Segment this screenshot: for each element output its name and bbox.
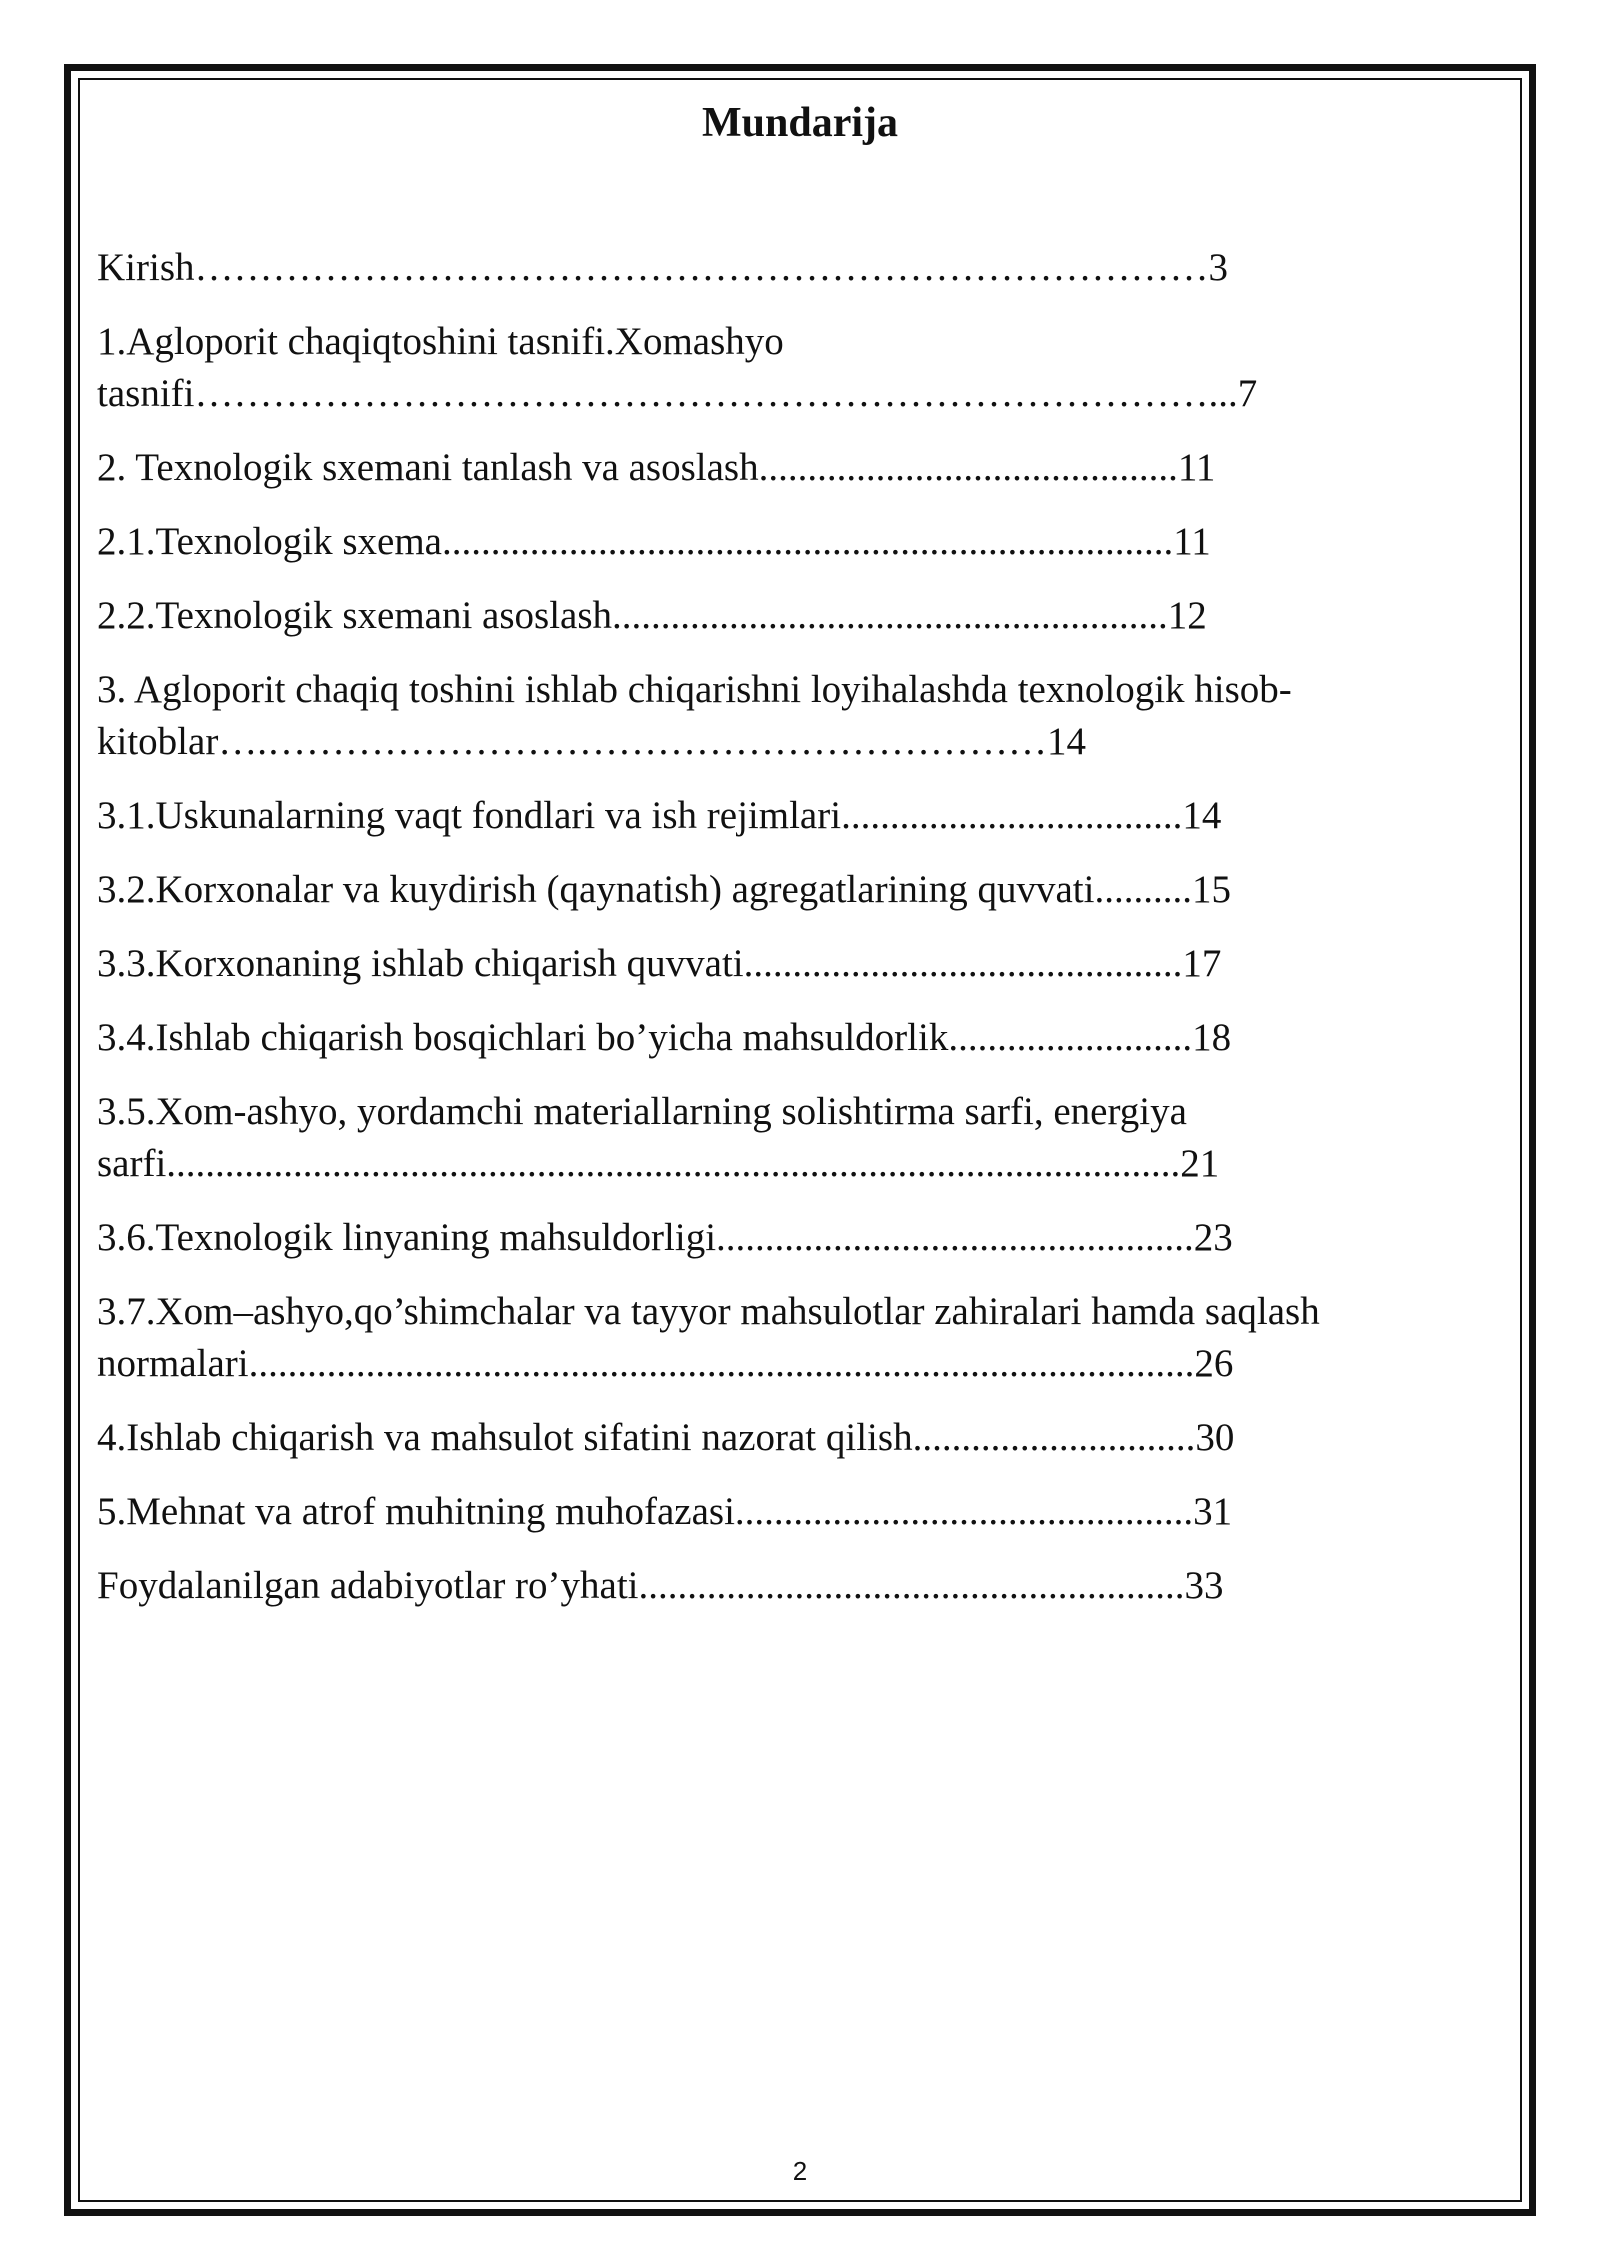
- toc-entry-line: normalari.................................................................................................26: [97, 1342, 1234, 1385]
- toc-entry: [97, 442, 1507, 494]
- toc-entry-line: 2. Texnologik sxemani tanlash va asoslash...........................................11: [97, 446, 1216, 489]
- toc-entry: [97, 316, 1507, 420]
- toc-entry-line: 3.2.Korxonalar va kuydirish (qaynatish) agregatlarining quvvati..........15: [97, 868, 1231, 911]
- toc-entry-line: 3.7.Xom–ashyo,qo’shimchalar va tayyor mahsulotlar zahiralari hamda saqlash: [97, 1290, 1320, 1333]
- toc-entry-line: 3. Agloporit chaqiq toshini ishlab chiqarishni loyihalashda texnologik hisob-: [97, 668, 1292, 711]
- toc-entry: [97, 516, 1507, 568]
- toc-entry: [97, 864, 1507, 916]
- toc-entry-line: 3.1.Uskunalarning vaqt fondlari va ish rejimlari...................................14: [97, 794, 1222, 837]
- toc-entry-line: 2.2.Texnologik sxemani asoslash.........................................................12: [97, 594, 1207, 637]
- toc-entry: [97, 664, 1507, 768]
- toc-entry: [97, 1212, 1507, 1264]
- toc-entry-line: 1.Agloporit chaqiqtoshini tasnifi.Xomashyo: [97, 320, 784, 363]
- toc-entry: [97, 1286, 1507, 1390]
- toc-entry-line: 4.Ishlab chiqarish va mahsulot sifatini nazorat qilish.............................30: [97, 1416, 1235, 1459]
- toc-entry-line: Foydalanilgan adabiyotlar ro’yhati........................................................33: [97, 1564, 1224, 1607]
- toc-entry-line: 3.3.Korxonaning ishlab chiqarish quvvati.............................................17: [97, 942, 1222, 985]
- toc-entry: [97, 1486, 1507, 1538]
- toc-entry: [97, 1560, 1507, 1612]
- toc-entry: [97, 1086, 1507, 1190]
- toc-entry: [97, 242, 1507, 294]
- page-number: 2: [792, 2156, 808, 2186]
- toc-entry: [97, 1412, 1507, 1464]
- toc-entry-line: tasnifi……………………………………………………………………...7: [97, 372, 1258, 415]
- toc-entry: [97, 590, 1507, 642]
- toc-entry: [97, 938, 1507, 990]
- table-of-contents: [97, 242, 1507, 1634]
- toc-entry-line: 3.6.Texnologik linyaning mahsuldorligi.................................................23: [97, 1216, 1233, 1259]
- toc-entry-line: Kirish……………………………………………………………………3: [97, 246, 1228, 289]
- toc-entry: [97, 1012, 1507, 1064]
- toc-entry-line: 5.Mehnat va atrof muhitning muhofazasi...............................................31: [97, 1490, 1233, 1533]
- toc-entry-line: kitoblar….……………………………………………………14: [97, 720, 1087, 763]
- page-title: Mundarija: [701, 100, 898, 146]
- toc-entry-line: 2.1.Texnologik sxema...........................................................................11: [97, 520, 1211, 563]
- toc-entry: [97, 790, 1507, 842]
- toc-entry-line: sarfi........................................................................................................21: [97, 1142, 1220, 1185]
- toc-entry-line: 3.5.Xom-ashyo, yordamchi materiallarning solishtirma sarfi, energiya: [97, 1090, 1187, 1133]
- toc-entry-line: 3.4.Ishlab chiqarish bosqichlari bo’yicha mahsuldorlik.........................18: [97, 1016, 1232, 1059]
